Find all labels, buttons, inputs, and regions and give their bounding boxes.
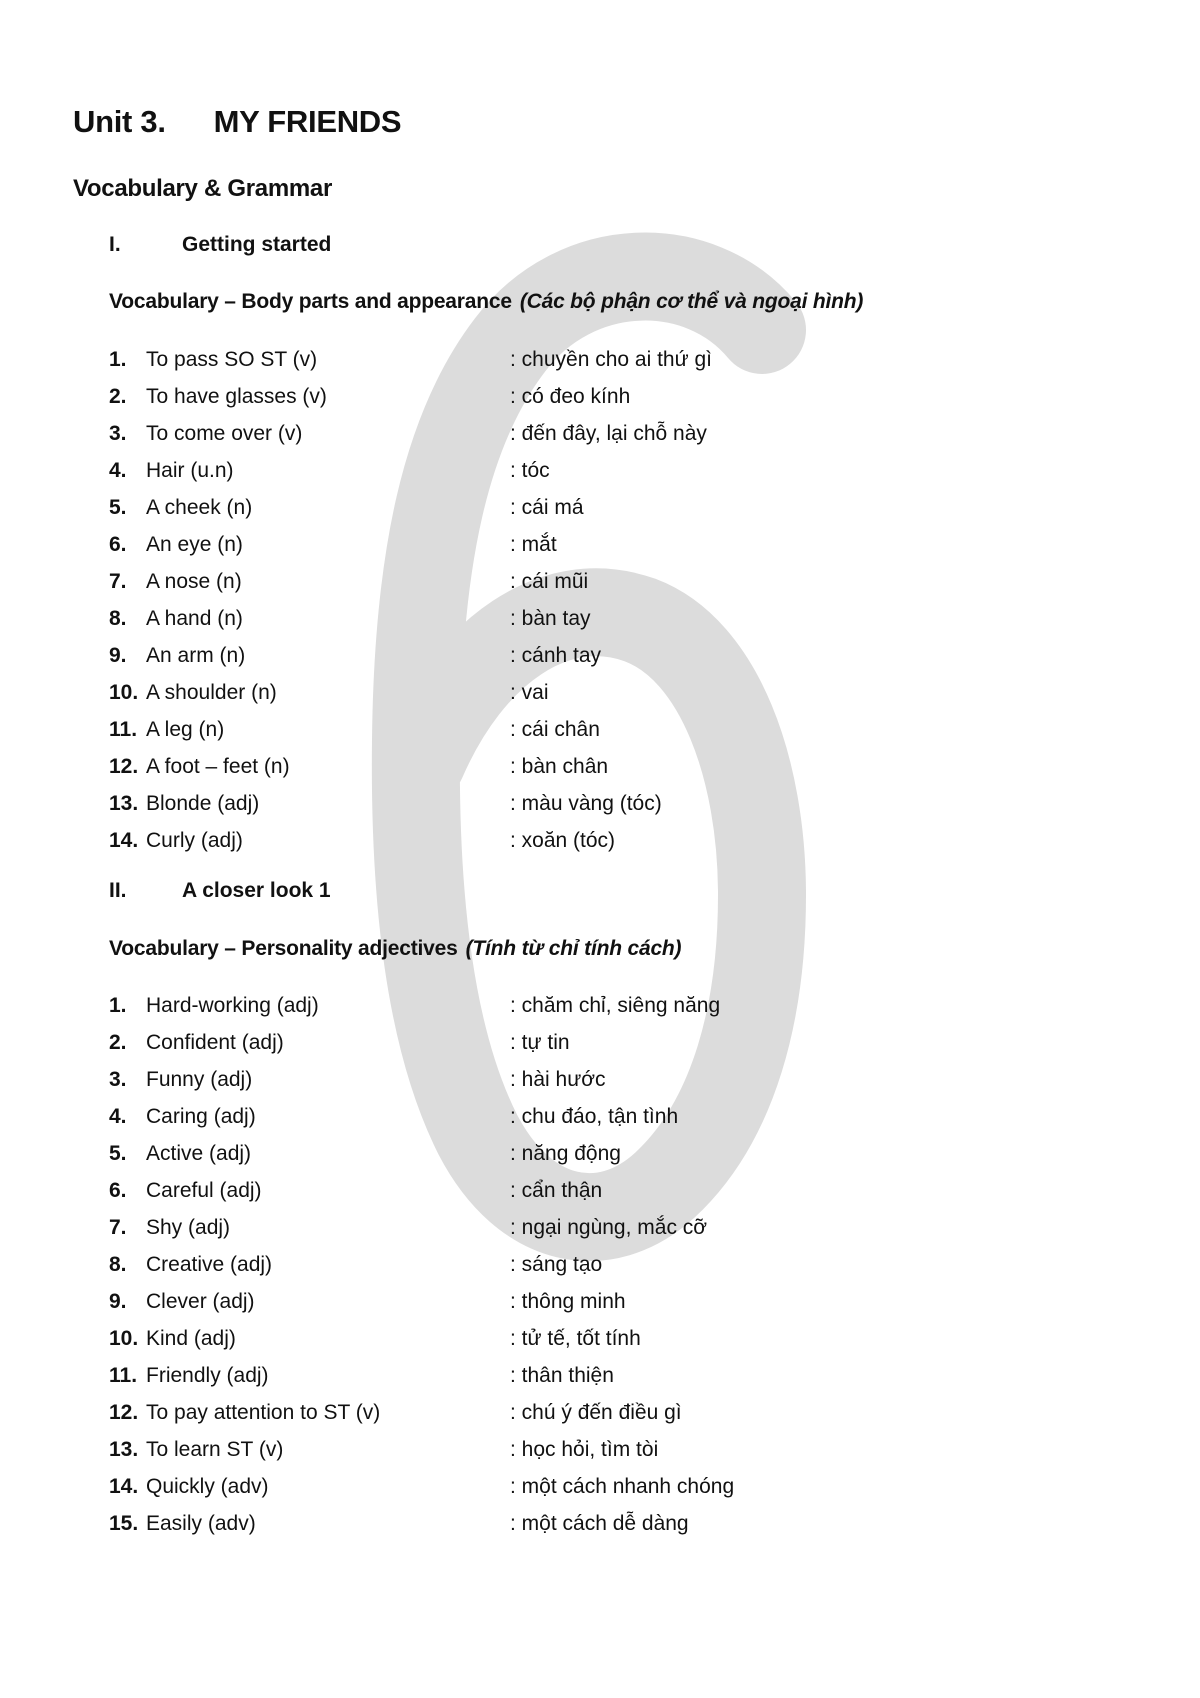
vocab-item-term: Quickly (adv) <box>146 1475 269 1498</box>
vocab-item-meaning: : hài hước <box>510 1068 606 1091</box>
vocab-item <box>109 1431 1009 1468</box>
vocab-item <box>109 378 1009 415</box>
vocab-item <box>109 1098 1009 1135</box>
vocab-item-term: Creative (adj) <box>146 1253 273 1276</box>
vocab-item <box>109 1505 1009 1542</box>
vocab-item-term: Hard-working (adj) <box>146 994 319 1017</box>
vocab-item-number: 6. <box>109 1179 127 1202</box>
vocab-item-meaning: : cái má <box>510 496 584 519</box>
vocab-item-term: Caring (adj) <box>146 1105 256 1128</box>
section-numeral: II. <box>109 879 127 902</box>
section-numeral: I. <box>109 233 121 256</box>
vocab-item <box>109 674 1009 711</box>
vocab-item-term: Friendly (adj) <box>146 1364 269 1387</box>
vocab-item <box>109 1394 1009 1431</box>
vocab-list-personality <box>109 987 1009 1542</box>
vocab-item <box>109 822 1009 859</box>
document-subtitle: Vocabulary & Grammar <box>73 175 332 202</box>
vocab-item <box>109 452 1009 489</box>
vocab-item-term: Careful (adj) <box>146 1179 262 1202</box>
vocab-item-meaning: : ngại ngùng, mắc cỡ <box>510 1216 708 1239</box>
vocab-item-number: 9. <box>109 644 127 667</box>
vocab-item-meaning: : có đeo kính <box>510 385 631 408</box>
vocab-item-number: 3. <box>109 422 127 445</box>
vocab-heading-text: Vocabulary – Body parts and appearance <box>109 290 512 313</box>
vocab-item-term: To pay attention to ST (v) <box>146 1401 381 1424</box>
vocab-heading-note: (Các bộ phận cơ thể và ngoại hình) <box>519 290 864 313</box>
vocab-item-meaning: : thân thiện <box>510 1364 614 1387</box>
vocab-item-meaning: : chu đáo, tận tình <box>510 1105 679 1128</box>
vocab-item <box>109 637 1009 674</box>
vocab-item-meaning: : chăm chỉ, siêng năng <box>510 994 721 1017</box>
vocab-item-number: 1. <box>109 994 127 1017</box>
vocab-item-term: Curly (adj) <box>146 829 243 852</box>
vocab-item-term: Confident (adj) <box>146 1031 284 1054</box>
vocab-item-number: 10. <box>109 1327 139 1350</box>
vocab-item <box>109 1246 1009 1283</box>
vocab-item-number: 12. <box>109 755 139 778</box>
vocab-heading-personality <box>109 937 681 961</box>
vocab-item-term: An arm (n) <box>146 644 246 667</box>
vocab-item-term: Kind (adj) <box>146 1327 236 1350</box>
vocab-item-term: An eye (n) <box>146 533 243 556</box>
vocab-item <box>109 1468 1009 1505</box>
section-heading-closer-look <box>109 879 331 903</box>
vocab-item-number: 2. <box>109 1031 127 1054</box>
vocab-item <box>109 1135 1009 1172</box>
vocab-item-term: Active (adj) <box>146 1142 252 1165</box>
vocab-item-number: 6. <box>109 533 127 556</box>
vocab-item <box>109 341 1009 378</box>
vocab-item-number: 5. <box>109 1142 127 1165</box>
vocab-item-number: 4. <box>109 459 127 482</box>
vocab-item-term: Shy (adj) <box>146 1216 231 1239</box>
vocab-item-number: 4. <box>109 1105 127 1128</box>
vocab-item-term: To come over (v) <box>146 422 303 445</box>
vocab-item-number: 12. <box>109 1401 139 1424</box>
vocab-list-body-parts <box>109 341 1009 859</box>
vocab-item-term: To learn ST (v) <box>146 1438 284 1461</box>
vocab-item-term: Hair (u.n) <box>146 459 234 482</box>
vocab-item-number: 13. <box>109 1438 139 1461</box>
vocab-item <box>109 1172 1009 1209</box>
vocab-item-meaning: : tóc <box>510 459 550 482</box>
vocab-item-term: A cheek (n) <box>146 496 253 519</box>
vocab-item-meaning: : mắt <box>510 533 557 556</box>
vocab-item-number: 11. <box>109 1364 138 1387</box>
vocab-item <box>109 987 1009 1024</box>
vocab-item <box>109 748 1009 785</box>
vocab-item <box>109 785 1009 822</box>
vocab-item-number: 10. <box>109 681 139 704</box>
vocab-item-meaning: : sáng tạo <box>510 1253 603 1276</box>
vocab-heading-text: Vocabulary – Personality adjectives <box>109 937 458 960</box>
vocab-item <box>109 526 1009 563</box>
section-title: Getting started <box>182 233 332 256</box>
vocab-item-meaning: : chú ý đến điều gì <box>510 1401 682 1424</box>
vocab-item <box>109 1061 1009 1098</box>
vocab-item <box>109 711 1009 748</box>
vocab-item <box>109 1024 1009 1061</box>
vocab-item <box>109 563 1009 600</box>
vocab-item-number: 2. <box>109 385 127 408</box>
vocab-item <box>109 1357 1009 1394</box>
vocab-item <box>109 600 1009 637</box>
vocab-item-term: Clever (adj) <box>146 1290 255 1313</box>
vocab-item-meaning: : cái mũi <box>510 570 589 593</box>
vocab-item-meaning: : vai <box>510 681 549 704</box>
vocab-item-number: 3. <box>109 1068 127 1091</box>
vocab-item-meaning: : màu vàng (tóc) <box>510 792 662 815</box>
vocab-item-number: 13. <box>109 792 139 815</box>
vocab-item-term: Funny (adj) <box>146 1068 253 1091</box>
vocab-item-number: 5. <box>109 496 127 519</box>
vocab-item-number: 8. <box>109 607 127 630</box>
vocab-heading-note: (Tính từ chỉ tính cách) <box>465 937 682 960</box>
vocab-item-term: Easily (adv) <box>146 1512 256 1535</box>
vocab-item-meaning: : cẩn thận <box>510 1179 603 1202</box>
section-heading-getting-started <box>109 233 331 257</box>
vocab-item <box>109 1320 1009 1357</box>
vocab-item-meaning: : một cách dễ dàng <box>510 1512 689 1535</box>
unit-number: Unit 3. <box>73 104 166 139</box>
vocab-item-term: A shoulder (n) <box>146 681 277 704</box>
vocab-item <box>109 415 1009 452</box>
vocab-item-meaning: : xoăn (tóc) <box>510 829 616 852</box>
vocab-item-meaning: : tử tế, tốt tính <box>510 1327 641 1350</box>
vocab-item-term: To have glasses (v) <box>146 385 327 408</box>
unit-name: MY FRIENDS <box>213 104 402 139</box>
vocab-item-meaning: : một cách nhanh chóng <box>510 1475 735 1498</box>
vocab-item-number: 11. <box>109 718 138 741</box>
vocab-item-meaning: : bàn chân <box>510 755 609 778</box>
vocab-item-term: To pass SO ST (v) <box>146 348 318 371</box>
vocab-item-meaning: : cái chân <box>510 718 600 741</box>
vocab-item-term: A nose (n) <box>146 570 242 593</box>
vocab-item <box>109 1209 1009 1246</box>
vocab-item-term: A hand (n) <box>146 607 243 630</box>
vocab-item-meaning: : tự tin <box>510 1031 570 1054</box>
vocab-item <box>109 489 1009 526</box>
vocab-item-meaning: : cánh tay <box>510 644 602 667</box>
vocab-item-meaning: : thông minh <box>510 1290 626 1313</box>
vocab-item-meaning: : bàn tay <box>510 607 591 630</box>
vocab-item-number: 15. <box>109 1512 139 1535</box>
vocab-item-number: 9. <box>109 1290 127 1313</box>
vocab-item-meaning: : năng động <box>510 1142 621 1165</box>
vocab-item-meaning: : đến đây, lại chỗ này <box>510 422 707 445</box>
vocab-heading-body-parts <box>109 290 863 314</box>
vocab-item-meaning: : học hỏi, tìm tòi <box>510 1438 659 1461</box>
vocab-item <box>109 1283 1009 1320</box>
vocab-item-term: A foot – feet (n) <box>146 755 290 778</box>
vocab-item-number: 8. <box>109 1253 127 1276</box>
unit-title <box>73 104 401 140</box>
vocab-item-term: Blonde (adj) <box>146 792 260 815</box>
vocab-item-term: A leg (n) <box>146 718 225 741</box>
vocab-item-number: 14. <box>109 829 139 852</box>
vocab-item-number: 7. <box>109 1216 127 1239</box>
vocab-item-number: 1. <box>109 348 127 371</box>
vocab-item-number: 14. <box>109 1475 139 1498</box>
vocab-item-number: 7. <box>109 570 127 593</box>
section-title: A closer look 1 <box>182 879 331 902</box>
vocab-item-meaning: : chuyền cho ai thứ gì <box>510 348 713 371</box>
